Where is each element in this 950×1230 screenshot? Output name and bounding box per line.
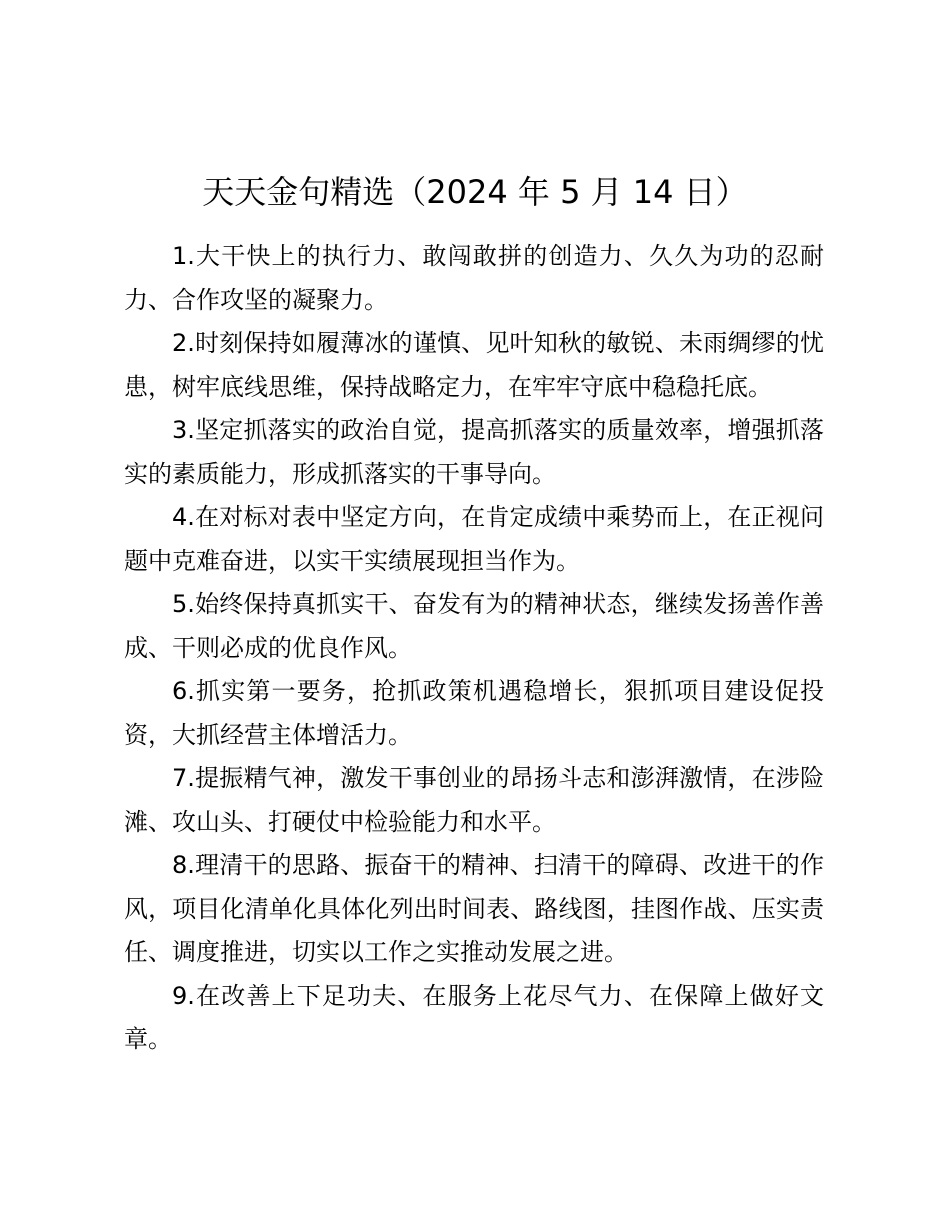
quote-item-6: 6.抓实第一要务，抢抓政策机遇稳增长，狠抓项目建设促投资，大抓经营主体增活力。 [124,677,824,749]
quote-item-4: 4.在对标对表中坚定方向，在肯定成绩中乘势而上，在正视问题中克难奋进，以实干实绩展现担当作为。 [124,503,824,575]
quote-item-5: 5.始终保持真抓实干、奋发有为的精神状态，继续发扬善作善成、干则必成的优良作风。 [124,590,824,662]
quote-item-2: 2.时刻保持如履薄冰的谨慎、见叶知秋的敏锐、未雨绸缪的忧患，树牢底线思维，保持战略定力，在牢牢守底中稳稳托底。 [124,329,824,401]
quote-item-3: 3.坚定抓落实的政治自觉，提高抓落实的质量效率，增强抓落实的素质能力，形成抓落实的干事导向。 [124,416,824,488]
quote-item-1: 1.大干快上的执行力、敢闯敢拼的创造力、久久为功的忍耐力、合作攻坚的凝聚力。 [124,242,824,314]
quote-list [124,235,824,1062]
quote-item-7: 7.提振精气神，激发干事创业的昂扬斗志和澎湃激情，在涉险滩、攻山头、打硬仗中检验能力和水平。 [124,764,824,836]
quote-item-8: 8.理清干的思路、振奋干的精神、扫清干的障碍、改进干的作风，项目化清单化具体化列出时间表、路线图，挂图作战、压实责任、调度推进，切实以工作之实推动发展之进。 [124,851,824,966]
document-title: 天天金句精选（2024 年 5 月 14 日） [202,173,748,211]
quote-item-9: 9.在改善上下足功夫、在服务上花尽气力、在保障上做好文章。 [124,981,824,1053]
